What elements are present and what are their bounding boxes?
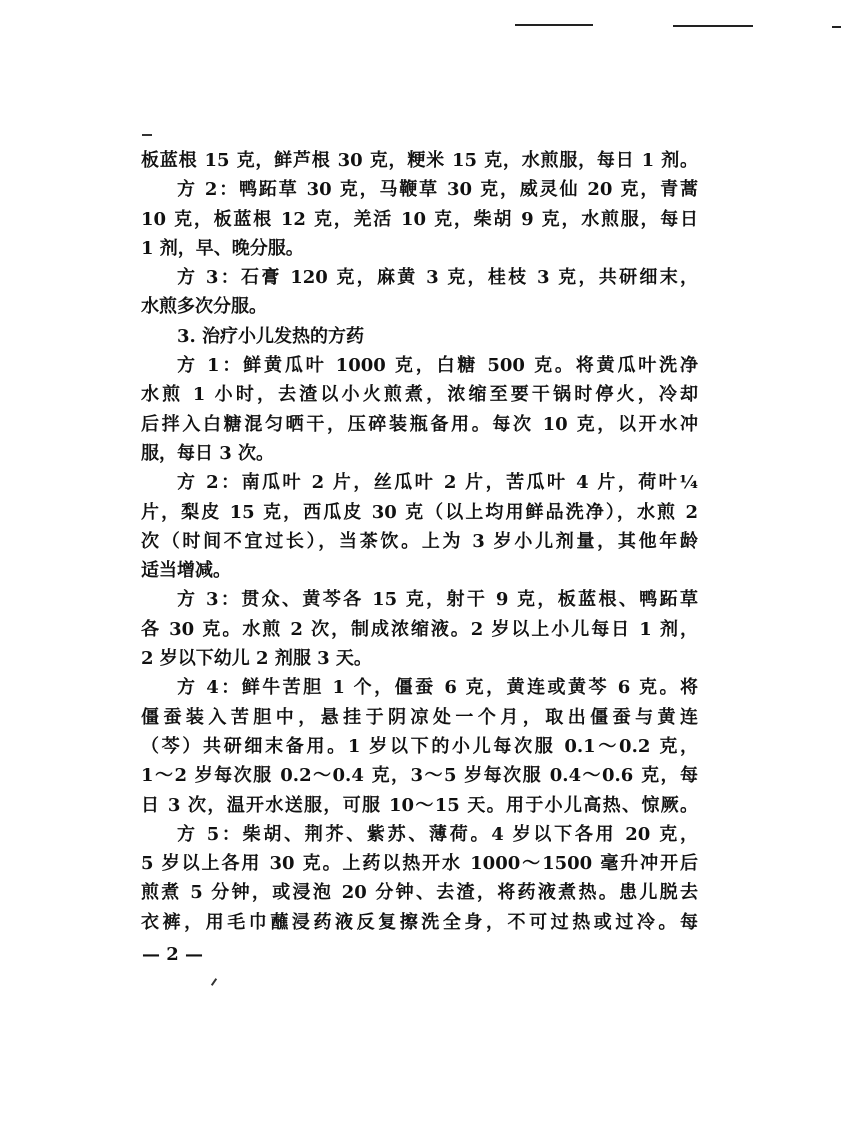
text-line: 衣裤，用毛巾蘸浸药液反复擦洗全身，不可过热或过冷。每 xyxy=(141,911,698,933)
header-rule-mark xyxy=(832,26,841,28)
text-line: 1 剂，早、晚分服。 xyxy=(141,237,304,259)
text-line: 方 4：鲜牛苦胆 1 个，僵蚕 6 克，黄连或黄芩 6 克。将 xyxy=(177,677,698,699)
text-line: 次（时间不宜过长），当茶饮。上为 3 岁小儿剂量，其他年龄 xyxy=(141,530,698,552)
text-line: 日 3 次，温开水送服，可服 10～15 天。用于小儿高热、惊厥。 xyxy=(141,794,698,816)
text-line: 5 岁以上各用 30 克。上药以热开水 1000～1500 毫升冲开后 xyxy=(141,853,698,875)
text-line: 1～2 岁每次服 0.2～0.4 克，3～5 岁每次服 0.4～0.6 克，每 xyxy=(141,765,698,787)
text-line: 适当增减。 xyxy=(141,560,231,582)
text-line: 片，梨皮 15 克，西瓜皮 30 克（以上均用鲜品洗净），水煎 2 xyxy=(141,501,698,523)
section-heading: 3. 治疗小儿发热的方药 xyxy=(177,325,365,347)
text-line: 煎煮 5 分钟，或浸泡 20 分钟、去渣，将药液煮热。患儿脱去 xyxy=(141,882,698,904)
text-line: 水煎多次分服。 xyxy=(141,296,267,318)
text-line: 后拌入白糖混匀晒干，压碎装瓶备用。每次 10 克，以开水冲 xyxy=(141,413,698,435)
text-line: 僵蚕装入苦胆中，悬挂于阴凉处一个月，取出僵蚕与黄连 xyxy=(141,706,698,728)
text-line: 方 1：鲜黄瓜叶 1000 克，白糖 500 克。将黄瓜叶洗净 xyxy=(177,355,698,377)
text-line: 各 30 克。水煎 2 次，制成浓缩液。2 岁以上小儿每日 1 剂， xyxy=(141,618,698,640)
text-line: 方 2：鸭跖草 30 克，马鞭草 30 克，威灵仙 20 克，青蒿 xyxy=(177,179,698,201)
text-line: 10 克，板蓝根 12 克，羌活 10 克，柴胡 9 克，水煎服，每日 xyxy=(141,208,698,230)
scan-speck xyxy=(142,134,152,136)
text-line: 水煎 1 小时，去渣以小火煎煮，浓缩至要干锅时停火，冷却 xyxy=(141,384,698,406)
text-line: 方 3：石膏 120 克，麻黄 3 克，桂枝 3 克，共研细末， xyxy=(177,267,698,289)
document-body xyxy=(141,146,698,937)
page-number: — 2 — xyxy=(142,944,204,965)
text-line: 板蓝根 15 克，鲜芦根 30 克，粳米 15 克，水煎服，每日 1 剂。 xyxy=(141,150,698,171)
text-line: 方 3：贯众、黄芩各 15 克，射干 9 克，板蓝根、鸭跖草 xyxy=(177,589,698,611)
text-line: 2 岁以下幼儿 2 剂服 3 天。 xyxy=(141,648,372,670)
text-line: 方 2：南瓜叶 2 片，丝瓜叶 2 片，苦瓜叶 4 片，荷叶¼ xyxy=(177,472,698,494)
header-rule-right xyxy=(673,25,753,27)
text-line: 服，每日 3 次。 xyxy=(141,442,275,464)
text-line: （芩）共研细末备用。1 岁以下的小儿每次服 0.1～0.2 克， xyxy=(141,735,698,757)
scan-stroke xyxy=(211,978,217,986)
header-rule-left xyxy=(515,24,593,26)
text-line: 方 5：柴胡、荆芥、紫苏、薄荷。4 岁以下各用 20 克， xyxy=(177,823,698,845)
